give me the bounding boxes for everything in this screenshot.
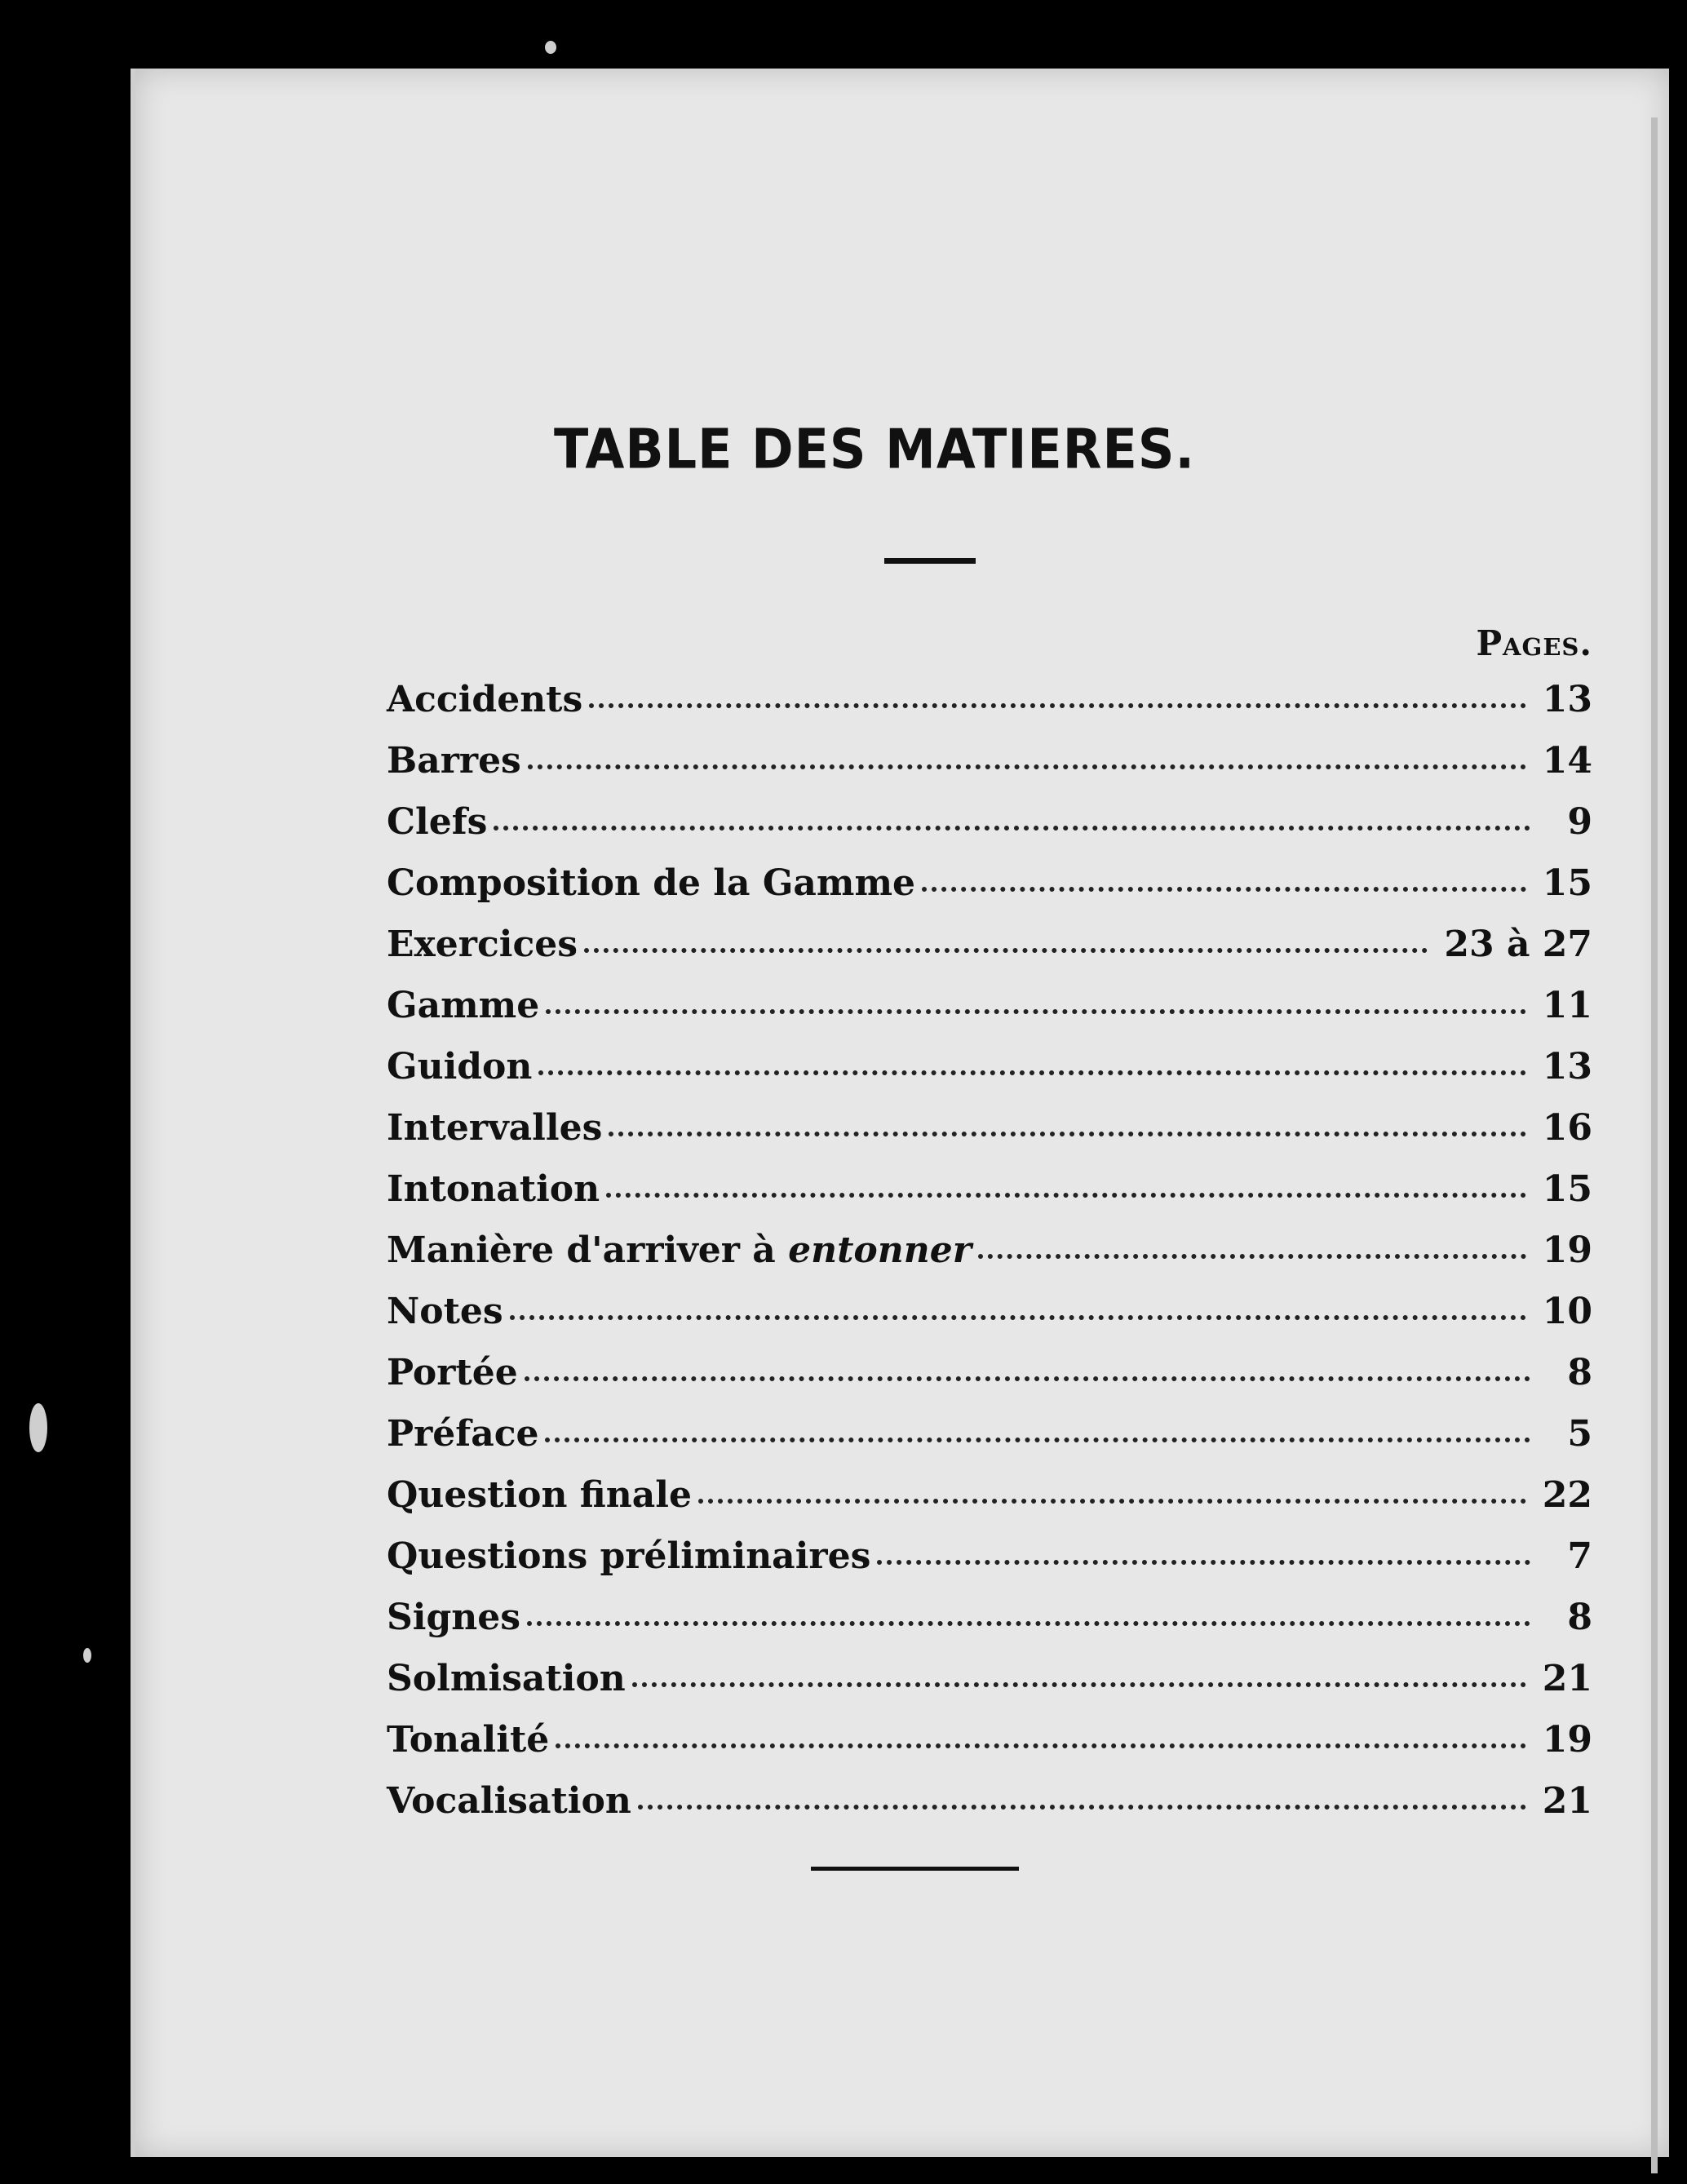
toc-entry-label: Questions préliminaires (387, 1535, 871, 1577)
toc-entry-label: Clefs (387, 801, 488, 843)
dot-leader (538, 1070, 1525, 1075)
toc-entry-label-text: Manière d'arriver à (387, 1229, 789, 1271)
toc-entry (387, 862, 1592, 924)
toc-entry-page: 23 à 27 (1444, 924, 1592, 965)
toc-entry-page: 10 (1542, 1291, 1592, 1332)
toc-entry (387, 1352, 1592, 1413)
page-title: TABLE DES MATIERES. (553, 417, 1196, 481)
dot-leader (978, 1254, 1526, 1259)
dot-leader (922, 887, 1526, 892)
toc-entry (387, 1168, 1592, 1229)
toc-entry (387, 801, 1592, 862)
dot-leader (698, 1499, 1526, 1504)
toc-entry (387, 1229, 1592, 1291)
toc-entry-label: Notes (387, 1291, 503, 1332)
toc-entry-label: Question finale (387, 1474, 692, 1516)
toc-entry (387, 679, 1592, 740)
toc-entry-page: 13 (1542, 679, 1592, 720)
dot-leader (584, 948, 1428, 953)
toc-entry-page: 9 (1567, 801, 1592, 843)
page-edge (1651, 117, 1658, 2173)
dot-leader (877, 1560, 1530, 1565)
scan-speck (545, 41, 556, 54)
toc-entry (387, 1046, 1592, 1107)
toc-entry-page: 15 (1542, 1168, 1592, 1210)
toc-entry (387, 1291, 1592, 1352)
dot-leader (638, 1805, 1526, 1810)
toc-entry (387, 1780, 1592, 1841)
toc-entry-label: Composition de la Gamme (387, 862, 916, 904)
dot-leader (589, 703, 1525, 708)
toc-entry-page: 19 (1542, 1719, 1592, 1761)
toc-entry-label: Exercices (387, 924, 578, 965)
toc-entry-page: 21 (1542, 1780, 1592, 1822)
dot-leader (528, 764, 1526, 769)
toc-entry-page: 8 (1567, 1352, 1592, 1393)
toc-entry (387, 1597, 1592, 1658)
closing-rule (811, 1867, 1019, 1871)
toc-entry (387, 924, 1592, 985)
toc-entry-label: Intervalles (387, 1107, 603, 1149)
toc-entry (387, 1658, 1592, 1719)
scan-speck (29, 1403, 47, 1452)
dot-leader (525, 1376, 1530, 1381)
toc-entry (387, 1535, 1592, 1597)
toc-entry-page: 21 (1542, 1658, 1592, 1699)
toc-entry (387, 1413, 1592, 1474)
toc-entry-page: 19 (1542, 1229, 1592, 1271)
toc-entry-label: Signes (387, 1597, 521, 1638)
book-page (131, 69, 1669, 2157)
scan-speck (83, 1648, 91, 1663)
toc-entry (387, 740, 1592, 801)
title-rule (884, 558, 976, 564)
dot-leader (527, 1621, 1530, 1626)
toc-entry-label: Vocalisation (387, 1780, 631, 1822)
toc-entry-label: Intonation (387, 1168, 600, 1210)
pages-column-header: Pages. (1476, 623, 1592, 663)
dot-leader (510, 1315, 1526, 1320)
toc-entry-label: Guidon (387, 1046, 533, 1088)
toc-entry (387, 985, 1592, 1046)
table-of-contents (387, 679, 1592, 1841)
dot-leader (609, 1132, 1525, 1136)
toc-entry-label: Solmisation (387, 1658, 626, 1699)
toc-entry-page: 8 (1567, 1597, 1592, 1638)
toc-entry-page: 13 (1542, 1046, 1592, 1088)
dot-leader (632, 1682, 1526, 1687)
dot-leader (556, 1743, 1525, 1748)
toc-entry-page: 14 (1542, 740, 1592, 782)
dot-leader (546, 1009, 1526, 1014)
dot-leader (606, 1193, 1526, 1198)
toc-entry-label: Portée (387, 1352, 518, 1393)
toc-entry (387, 1719, 1592, 1780)
toc-entry-page: 16 (1542, 1107, 1592, 1149)
toc-entry (387, 1474, 1592, 1535)
toc-entry-label-italic: entonner (788, 1229, 972, 1271)
toc-entry-page: 11 (1542, 985, 1592, 1026)
toc-entry-label: Gamme (387, 985, 540, 1026)
toc-entry-page: 7 (1567, 1535, 1592, 1577)
toc-entry-label (387, 1229, 972, 1271)
toc-entry (387, 1107, 1592, 1168)
toc-entry-label: Barres (387, 740, 521, 782)
toc-entry-label: Tonalité (387, 1719, 550, 1761)
dot-leader (545, 1438, 1530, 1442)
toc-entry-label: Accidents (387, 679, 583, 720)
dot-leader (494, 826, 1530, 831)
toc-entry-page: 5 (1567, 1413, 1592, 1455)
toc-entry-page: 22 (1542, 1474, 1592, 1516)
toc-entry-label: Préface (387, 1413, 539, 1455)
toc-entry-page: 15 (1542, 862, 1592, 904)
